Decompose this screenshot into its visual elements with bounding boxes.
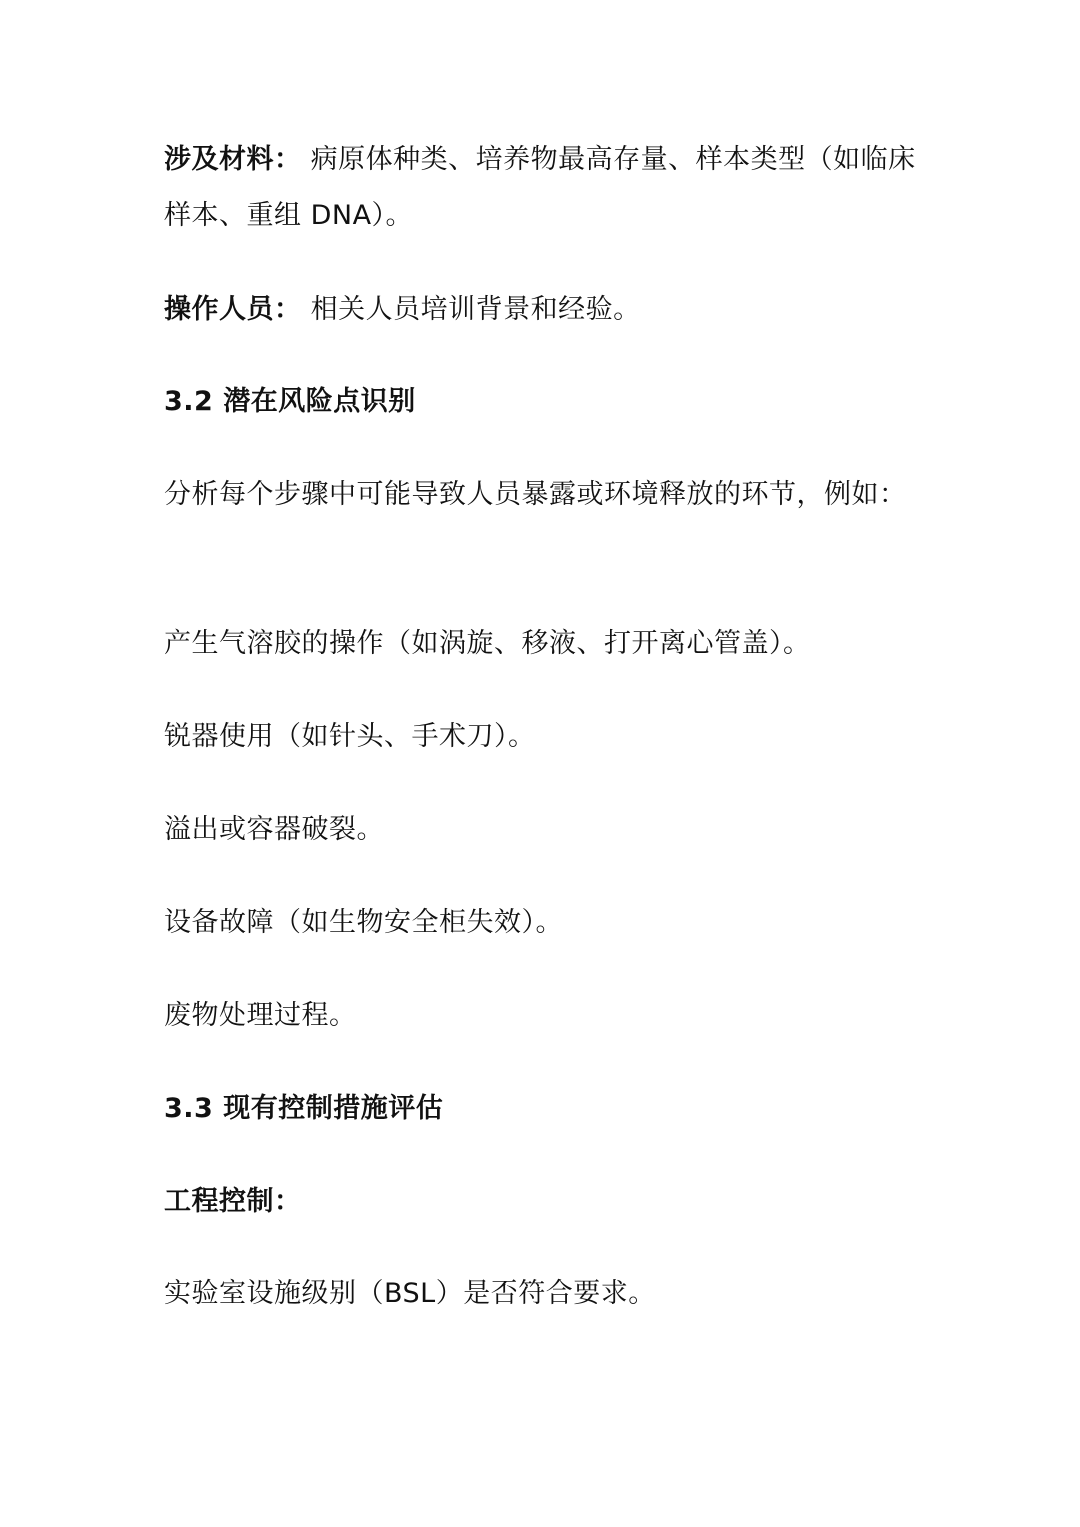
risk-item-aerosol: 产生气溶胶的操作（如涡旋、移液、打开离心管盖）。 <box>164 628 811 659</box>
section-3-3-heading: 3.3 现有控制措施评估 <box>164 1093 444 1124</box>
risk-item-sharps: 锐器使用（如针头、手术刀）。 <box>164 721 536 752</box>
section-3-2-intro: 分析每个步骤中可能导致人员暴露或环境释放的环节，例如： <box>164 479 907 510</box>
section-3-2-heading: 3.2 潜在风险点识别 <box>164 386 416 417</box>
risk-item-equipment: 设备故障（如生物安全柜失效）。 <box>164 907 563 938</box>
personnel-text: 相关人员培训背景和经验。 <box>310 294 641 325</box>
materials-paragraph <box>164 132 916 244</box>
engineering-control-item: 实验室设施级别（BSL）是否符合要求。 <box>164 1278 656 1309</box>
personnel-paragraph <box>164 282 916 338</box>
risk-item-spill: 溢出或容器破裂。 <box>164 814 384 845</box>
engineering-control-label: 工程控制： <box>164 1186 302 1217</box>
materials-text: 病原体种类、培养物最高存量、样本类型（如临床样本、重组 DNA）。 <box>164 144 916 231</box>
risk-item-waste: 废物处理过程。 <box>164 1000 357 1031</box>
personnel-label: 操作人员： <box>164 294 302 325</box>
materials-label: 涉及材料： <box>164 144 302 175</box>
